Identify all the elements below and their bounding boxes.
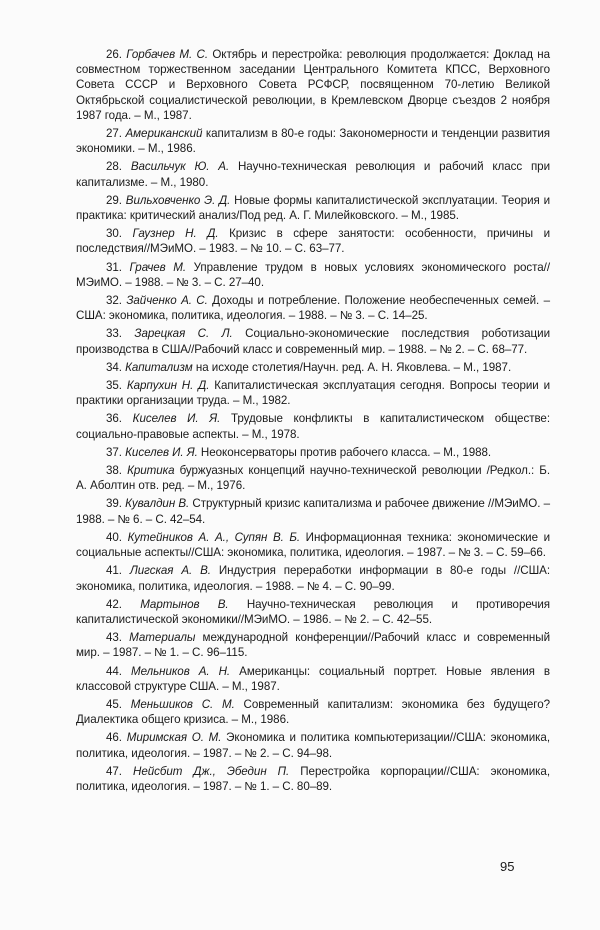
reference-author: Грачев М. [129, 260, 187, 274]
reference-author: Нейсбит Дж., Эбедин П. [133, 764, 290, 778]
reference-entry [76, 378, 550, 408]
reference-list [76, 47, 550, 797]
reference-entry [76, 226, 550, 256]
reference-number: 26. [106, 48, 122, 61]
reference-text: на исходе столетия/Научн. ред. А. Н. Яковлева. – М., 1987. [192, 360, 512, 374]
reference-text: Управление трудом в новых условиях экономического роста//МЭиМО. – 1988. – № 3. – С. 27–40. [76, 260, 550, 289]
reference-author: Киселев И. Я. [132, 412, 221, 426]
reference-number: 31. [106, 260, 122, 274]
reference-entry [76, 293, 550, 323]
reference-number: 36. [106, 412, 122, 426]
reference-number: 40. [106, 530, 122, 544]
reference-entry [76, 496, 550, 526]
reference-author: Кувалдин В. [125, 497, 190, 511]
reference-author: Васильчук Ю. А. [130, 160, 230, 174]
reference-number: 37. [106, 445, 122, 459]
reference-entry [76, 463, 550, 493]
reference-number: 41. [106, 564, 122, 578]
reference-author: Критика [127, 464, 175, 478]
reference-text: Трудовые конфликты в капиталистическом обществе: социально-правовые аспекты. – М., 1978. [76, 412, 550, 441]
reference-author: Миримская О. М. [126, 731, 222, 745]
reference-text: Информационная техника: экономические и социальные аспекты//США: экономика, политика, идеология. – 1987. – № 3. – С. 59–66. [76, 530, 550, 560]
reference-entry [76, 47, 550, 123]
reference-text: Американцы: социальный портрет. Новые явления в классовой структуре США. – М., 1987. [76, 664, 551, 693]
reference-number: 30. [106, 227, 122, 241]
reference-text: Экономика и политика компьютеризации//США: экономика, политика, идеология. – 1987. – № 2. – С. 94–98. [76, 731, 551, 760]
reference-number: 29. [106, 193, 122, 207]
reference-text: Капиталистическая эксплуатация сегодня. Вопросы теории и практики организации труда. – М., 1982. [76, 379, 550, 408]
reference-entry [76, 563, 550, 593]
reference-author: Зарецкая С. Л. [134, 327, 233, 341]
reference-entry [76, 193, 550, 223]
reference-number: 27. [106, 127, 122, 141]
reference-text: Доходы и потребление. Положение необеспеченных семей. – США: экономика, политика, идеология. – 1988. – № 3. – С. 14–25. [76, 294, 550, 323]
reference-number: 47. [106, 764, 122, 778]
reference-text: Научно-техническая революция и противоречия капиталистической экономики//МЭиМО. – 1986. – № 2. – С. 42–55. [76, 597, 551, 626]
reference-author: Капитализм [125, 360, 193, 374]
reference-entry [76, 159, 550, 189]
reference-number: 32. [106, 294, 122, 308]
reference-author: Американский [125, 127, 203, 141]
page-number: 95 [500, 859, 515, 874]
reference-author: Зайченко А. С. [126, 294, 208, 308]
reference-entry [76, 597, 550, 627]
reference-number: 28. [106, 160, 122, 174]
reference-text: буржуазных концепций научно-технической революции /Редкол.: Б. А. Аболтин отв. ред. – М., 1976. [76, 464, 551, 493]
reference-number: 43. [106, 631, 122, 645]
reference-text: Кризис в сфере занятости: особенности, причины и последствия//МЭиМО. – 1983. – № 10. – С. 63–77. [76, 227, 551, 256]
reference-entry [76, 630, 550, 660]
reference-entry [76, 764, 550, 794]
reference-author: Лигская А. В. [129, 564, 211, 578]
reference-text: Структурный кризис капитализма и рабочее движение //МЭиМО. – 1988. – № 6. – С. 42–54. [76, 497, 550, 526]
reference-text: капитализм в 80-е годы: Закономерности и тенденции развития экономики. – М., 1986. [76, 127, 550, 156]
reference-text: Октябрь и перестройка: революция продолжается: Доклад на совместном торжественном заседании Центрального Комитета КПСС, Верховного Совета СССР и Верховного Совета РСФСР, посвященном 70-летию Великой Октябрьской социалистической революции, в Кремлевском Дворце съездов 2 ноября 1987 года. – М., 1987. [76, 48, 550, 122]
reference-entry [76, 697, 550, 727]
reference-entry [76, 326, 550, 356]
reference-author: Меньшиков С. М. [130, 697, 235, 711]
reference-entry [76, 260, 550, 290]
reference-entry [76, 664, 550, 694]
reference-text: Новые формы капиталистической эксплуатации. Теория и практика: критический анализ/Под ред. А. Г. Милейковского. – М., 1985. [76, 193, 550, 223]
reference-number: 39. [106, 497, 122, 511]
reference-entry [76, 360, 550, 375]
reference-entry [76, 730, 550, 760]
reference-number: 46. [106, 731, 122, 745]
reference-author: Киселев И. Я. [125, 445, 198, 459]
reference-text: Научно-техническая революция и рабочий класс при капитализме. – М., 1980. [76, 160, 550, 189]
reference-number: 38. [106, 464, 122, 478]
reference-number: 45. [106, 697, 122, 711]
reference-number: 42. [106, 597, 122, 611]
reference-number: 34. [106, 360, 122, 374]
reference-author: Вильховченко Э. Д. [125, 193, 231, 207]
reference-text: Индустрия переработки информации в 80-е годы //США: экономика, политика, идеология. – 1988. – № 4. – С. 90–99. [76, 564, 551, 593]
reference-number: 35. [106, 379, 122, 393]
reference-text: международной конференции//Рабочий класс и современный мир. – 1987. – № 1. – С. 96–115. [76, 631, 550, 660]
reference-author: Горбачев М. С. [126, 48, 209, 61]
reference-entry [76, 445, 550, 460]
reference-author: Гаузнер Н. Д. [132, 227, 219, 241]
reference-entry [76, 530, 550, 560]
reference-text: Социально-экономические последствия роботизации производства в США//Рабочий класс и современный мир. – 1988. – № 2. – С. 68–77. [76, 327, 550, 356]
reference-author: Материалы [129, 631, 196, 645]
reference-number: 44. [106, 664, 122, 678]
reference-text: Перестройка корпорации//США: экономика, политика, идеология. – 1987. – № 1. – С. 80–89. [76, 764, 550, 793]
reference-author: Мельников А. Н. [131, 664, 231, 678]
reference-text: Неоконсерваторы против рабочего класса. – М., 1988. [197, 445, 492, 459]
reference-text: Современный капитализм: экономика без будущего? Диалектика общего кризиса. – М., 1986. [76, 697, 551, 727]
reference-author: Кутейников А. А., Супян В. Б. [127, 530, 301, 544]
reference-author: Мартынов В. [140, 597, 229, 611]
reference-entry [76, 411, 550, 441]
reference-author: Карпухин Н. Д. [126, 379, 210, 393]
reference-entry [76, 126, 550, 156]
reference-number: 33. [106, 327, 122, 341]
